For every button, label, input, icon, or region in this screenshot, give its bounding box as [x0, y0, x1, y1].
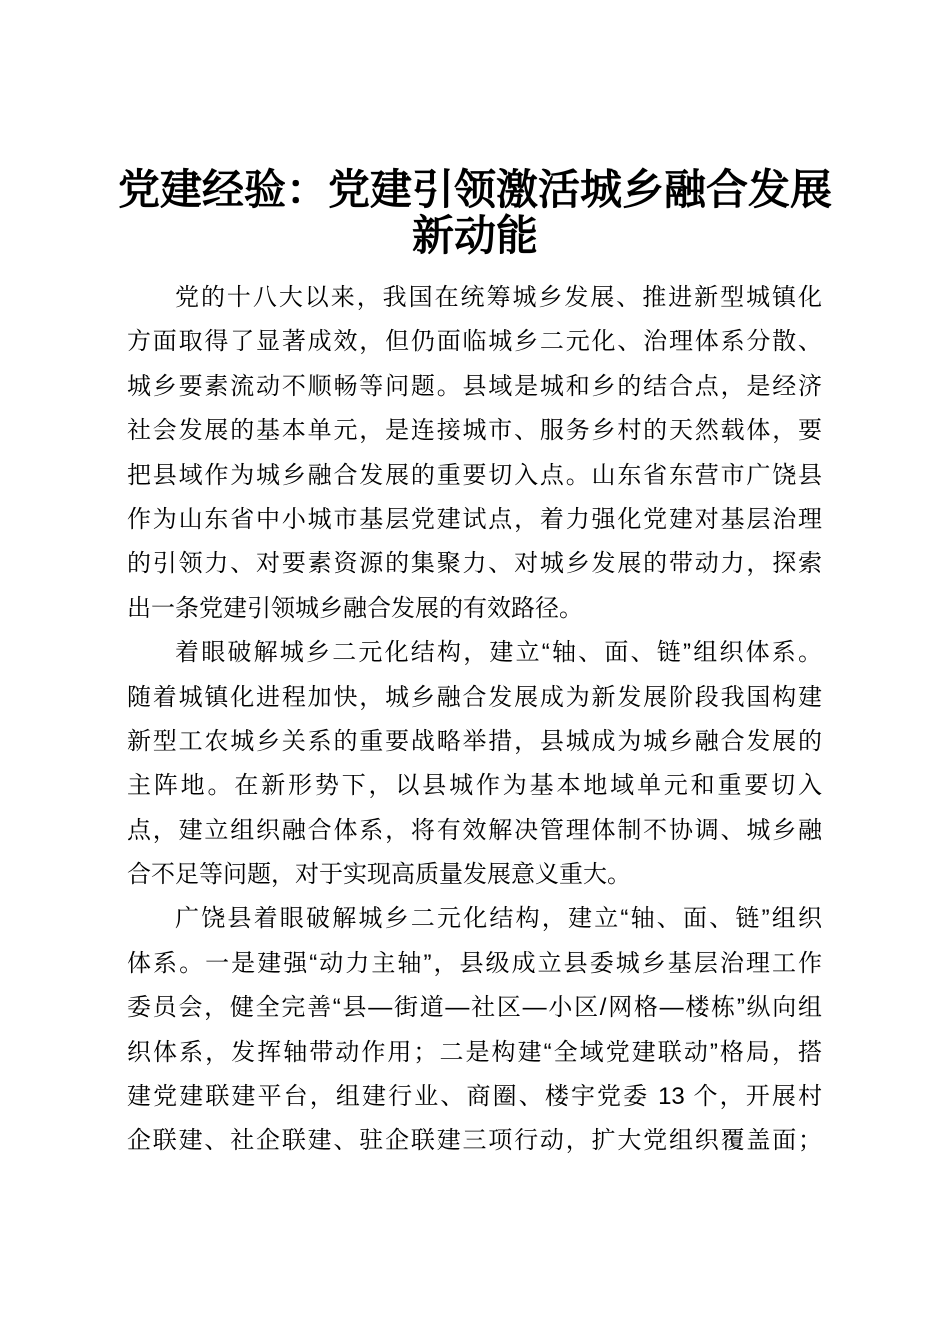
body-line: 着眼破解城乡二元化结构，建立“轴、面、链”组织体系。 — [175, 639, 822, 667]
page-title — [0, 168, 950, 260]
body-line: 把县域作为城乡融合发展的重要切入点。山东省东营市广饶县 — [127, 461, 822, 489]
body-line: 广饶县着眼破解城乡二元化结构，建立“轴、面、链”组织 — [175, 905, 822, 933]
body-line: 随着城镇化进程加快，城乡融合发展成为新发展阶段我国构建 — [127, 683, 822, 711]
paragraph-2 — [127, 631, 822, 897]
paragraph-3 — [127, 897, 822, 1163]
body-line: 新型工农城乡关系的重要战略举措，县城成为城乡融合发展的 — [127, 727, 822, 755]
document-body — [127, 276, 822, 1164]
body-line: 党的十八大以来，我国在统筹城乡发展、推进新型城镇化 — [175, 284, 822, 311]
body-line: 的引领力、对要素资源的集聚力、对城乡发展的带动力，探索 — [127, 550, 822, 578]
body-line: 体系。一是建强“动力主轴”，县级成立县委城乡基层治理工作 — [127, 949, 822, 977]
body-line: 企联建、社企联建、驻企联建三项行动，扩大党组织覆盖面； — [127, 1127, 822, 1155]
body-line: 作为山东省中小城市基层党建试点，着力强化党建对基层治理 — [127, 505, 822, 533]
body-line: 建党建联建平台，组建行业、商圈、楼宇党委 13 个，开展村 — [127, 1083, 822, 1111]
body-line: 委员会，健全完善“县—街道—社区—小区/网格—楼栋”纵向组 — [127, 994, 822, 1022]
body-line: 方面取得了显著成效，但仍面临城乡二元化、治理体系分散、 — [127, 328, 822, 356]
body-line: 合不足等问题，对于实现高质量发展意义重大。 — [127, 861, 631, 889]
paragraph-1 — [127, 276, 822, 631]
body-line: 点，建立组织融合体系，将有效解决管理体制不协调、城乡融 — [127, 816, 822, 844]
body-line: 主阵地。在新形势下，以县城作为基本地域单元和重要切入 — [127, 772, 822, 800]
title-line-2: 新动能 — [411, 214, 538, 260]
title-line-1: 党建经验：党建引领激活城乡融合发展 — [117, 168, 832, 214]
body-line: 社会发展的基本单元，是连接城市、服务乡村的天然载体，要 — [127, 417, 822, 445]
body-line: 织体系，发挥轴带动作用；二是构建“全域党建联动”格局，搭 — [127, 1038, 822, 1066]
body-line: 城乡要素流动不顺畅等问题。县域是城和乡的结合点，是经济 — [127, 372, 822, 400]
body-line: 出一条党建引领城乡融合发展的有效路径。 — [127, 594, 583, 622]
